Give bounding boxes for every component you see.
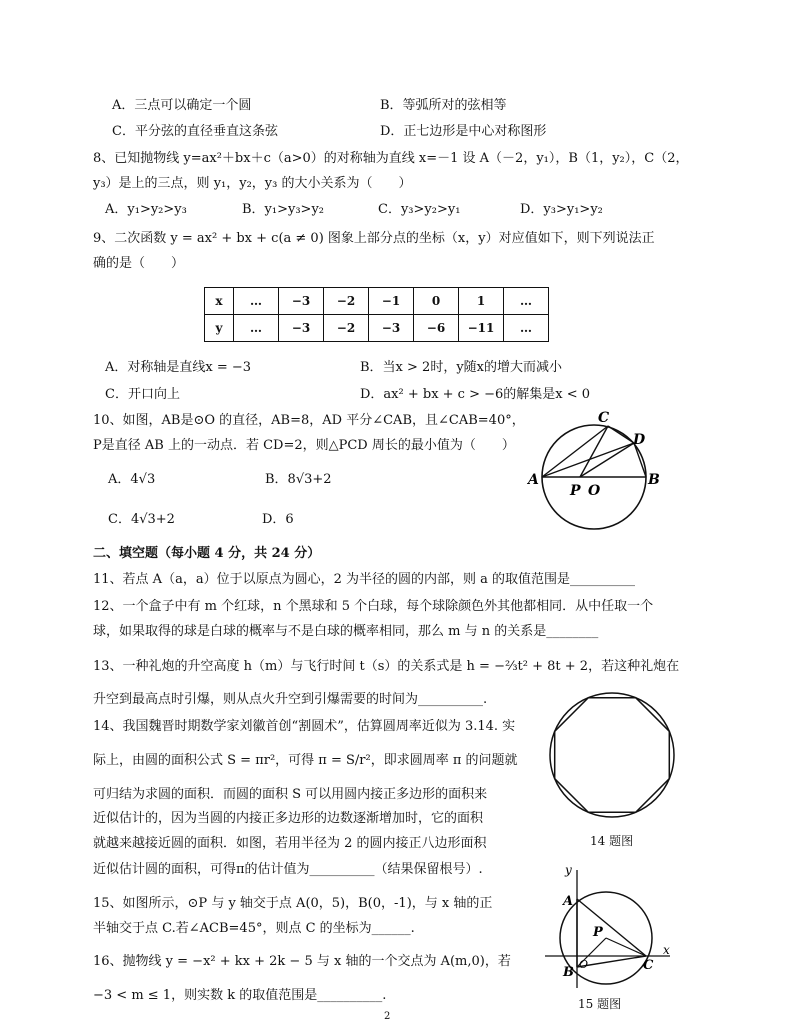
table-cell: x: [205, 288, 234, 315]
segment-cd: [608, 426, 634, 443]
q10-option-d: D．6: [262, 512, 294, 527]
q10-option-c: C．4√3+2: [108, 512, 175, 527]
label-p: P: [570, 483, 581, 499]
table-cell: 1: [459, 288, 504, 315]
segment-pc: [606, 938, 646, 956]
q14-stem-line1: 14、我国魏晋时期数学家刘徽首创“割圆术”，估算圆周率近似为 3.14. 实: [93, 719, 516, 734]
q14-stem-line5: 就越来越接近圆的面积．如图，若用半径为 2 的圆内接正八边形面积: [93, 836, 487, 851]
label-c: C: [598, 410, 610, 426]
q9-option-b: B．当x > 2时，y随x的增大而减小: [360, 360, 562, 375]
q8-option-c: C．y₃>y₂>y₁: [378, 202, 461, 217]
q9-stem-line2: 确的是（ ）: [93, 256, 185, 271]
q9-option-d: D．ax² + bx + c > −6的解集是x < 0: [360, 387, 591, 402]
segment-cp: [580, 426, 608, 477]
table-cell: …: [504, 315, 549, 342]
label-p: P: [593, 925, 603, 940]
q7-option-a: A．三点可以确定一个圆: [112, 98, 252, 113]
table-cell: −3: [279, 315, 324, 342]
label-x: x: [663, 943, 670, 957]
q9-value-table: [204, 287, 549, 342]
label-y: y: [565, 863, 572, 877]
q12-stem-line1: 12、一个盒子中有 m 个红球，n 个黑球和 5 个白球，每个球除颜色外其他都相同．从中任取一个: [93, 599, 654, 614]
q10-stem-line1: 10、如图，AB是⊙O 的直径，AB=8，AD 平分∠CAB，且∠CAB=40°，: [93, 413, 525, 428]
table-cell: −2: [324, 315, 369, 342]
q10-option-b: B．8√3+2: [265, 472, 332, 487]
q11-stem: 11、若点 A（a，a）位于以原点为圆心，2 为半径的圆的内部，则 a 的取值范围是__________: [93, 572, 635, 587]
page-number: 2: [384, 1011, 391, 1022]
segment-ac: [542, 426, 608, 477]
q7-option-c: C．平分弦的直径垂直这条弦: [112, 124, 278, 139]
label-o: O: [579, 958, 589, 971]
q8-option-d: D．y₃>y₁>y₂: [520, 202, 603, 217]
table-cell: −2: [324, 288, 369, 315]
segment-db: [634, 443, 646, 477]
label-c: C: [643, 958, 654, 973]
inscribed-octagon: [555, 698, 670, 813]
table-cell: 0: [414, 288, 459, 315]
q10-figure: [520, 405, 660, 540]
table-cell: y: [205, 315, 234, 342]
q13-stem-line2: 升空到最高点时引爆，则从点火升空到引爆需要的时间为__________.: [93, 692, 488, 707]
q16-stem-line1: 16、抛物线 y = −x² + kx + 2k − 5 与 x 轴的一个交点为 A(m,0)，若: [93, 954, 511, 969]
q14-stem-line6: 近似估计圆的面积，可得π的估计值为__________（结果保留根号）.: [93, 862, 483, 877]
label-b: B: [648, 472, 660, 488]
table-cell: −3: [369, 315, 414, 342]
q12-stem-line2: 球，如果取得的球是白球的概率与不是白球的概率相同，那么 m 与 n 的关系是________: [93, 624, 599, 639]
table-cell: −6: [414, 315, 459, 342]
q15-figure: [545, 863, 675, 993]
table-cell: …: [234, 315, 279, 342]
table-cell: −3: [279, 288, 324, 315]
q9-option-a: A．对称轴是直线x = −3: [105, 360, 252, 375]
q8-stem-line1: 8、已知抛物线 y=ax²＋bx＋c（a>0）的对称轴为直线 x=－1 设 A（－2，y₁），B（1，y₂），C（2，: [93, 151, 689, 166]
q9-option-c: C．开口向上: [105, 387, 180, 402]
q9-stem-line1: 9、二次函数 y = ax² + bx + c(a ≠ 0) 图象上部分点的坐标（x，y）对应值如下，则下列说法正: [93, 231, 655, 246]
label-a: A: [528, 472, 539, 488]
q15-stem-line2: 半轴交于点 C.若∠ACB=45°，则点 C 的坐标为______.: [93, 921, 415, 936]
q8-stem-line2: y₃）是上的三点，则 y₁，y₂，y₃ 的大小关系为（ ）: [93, 176, 412, 191]
table-cell: −1: [369, 288, 414, 315]
q14-stem-line4: 近似估计的，因为当圆的内接正多边形的边数逐渐增加时，它的面积: [93, 811, 484, 826]
table-row-y: [205, 315, 549, 342]
q7-option-b: B．等弧所对的弦相等: [380, 98, 507, 113]
circle: [550, 693, 674, 817]
table-row-x: [205, 288, 549, 315]
label-a: A: [563, 894, 574, 909]
q8-option-a: A．y₁>y₂>y₃: [105, 202, 187, 217]
section-heading: 二、填空题（每小题 4 分，共 24 分）: [93, 546, 321, 561]
q13-stem-line1: 13、一种礼炮的升空高度 h（m）与飞行时间 t（s）的关系式是 h = −⅔t² + 8t + 2，若这种礼炮在: [93, 659, 680, 674]
q14-stem-line3: 可归结为求圆的面积．而圆的面积 S 可以用圆内接正多边形的面积来: [93, 787, 488, 802]
q15-caption: 15 题图: [578, 997, 622, 1011]
table-cell: −11: [459, 315, 504, 342]
table-cell: …: [234, 288, 279, 315]
label-o: O: [588, 483, 601, 499]
label-d: D: [633, 432, 646, 448]
q8-option-b: B．y₁>y₃>y₂: [242, 202, 325, 217]
q14-stem-line2: 际上，由圆的面积公式 S = πr²，可得 π = S/r²，即求圆周率 π 的问题就: [93, 753, 518, 768]
q10-stem-line2: P是直径 AB 上的一动点．若 CD=2，则△PCD 周长的最小值为（ ）: [93, 438, 515, 453]
label-b: B: [563, 965, 574, 980]
table-cell: …: [504, 288, 549, 315]
q15-stem-line1: 15、如图所示，⊙P 与 y 轴交于点 A(0，5)，B(0，-1)，与 x 轴的正: [93, 896, 493, 911]
q7-option-d: D．正七边形是中心对称图形: [380, 124, 547, 139]
q16-stem-line2: −3 < m ≤ 1，则实数 k 的取值范围是__________.: [93, 988, 387, 1003]
q14-figure: [547, 690, 677, 820]
q14-caption: 14 题图: [590, 834, 634, 848]
q10-option-a: A．4√3: [108, 472, 156, 487]
segment-ac: [577, 899, 646, 956]
